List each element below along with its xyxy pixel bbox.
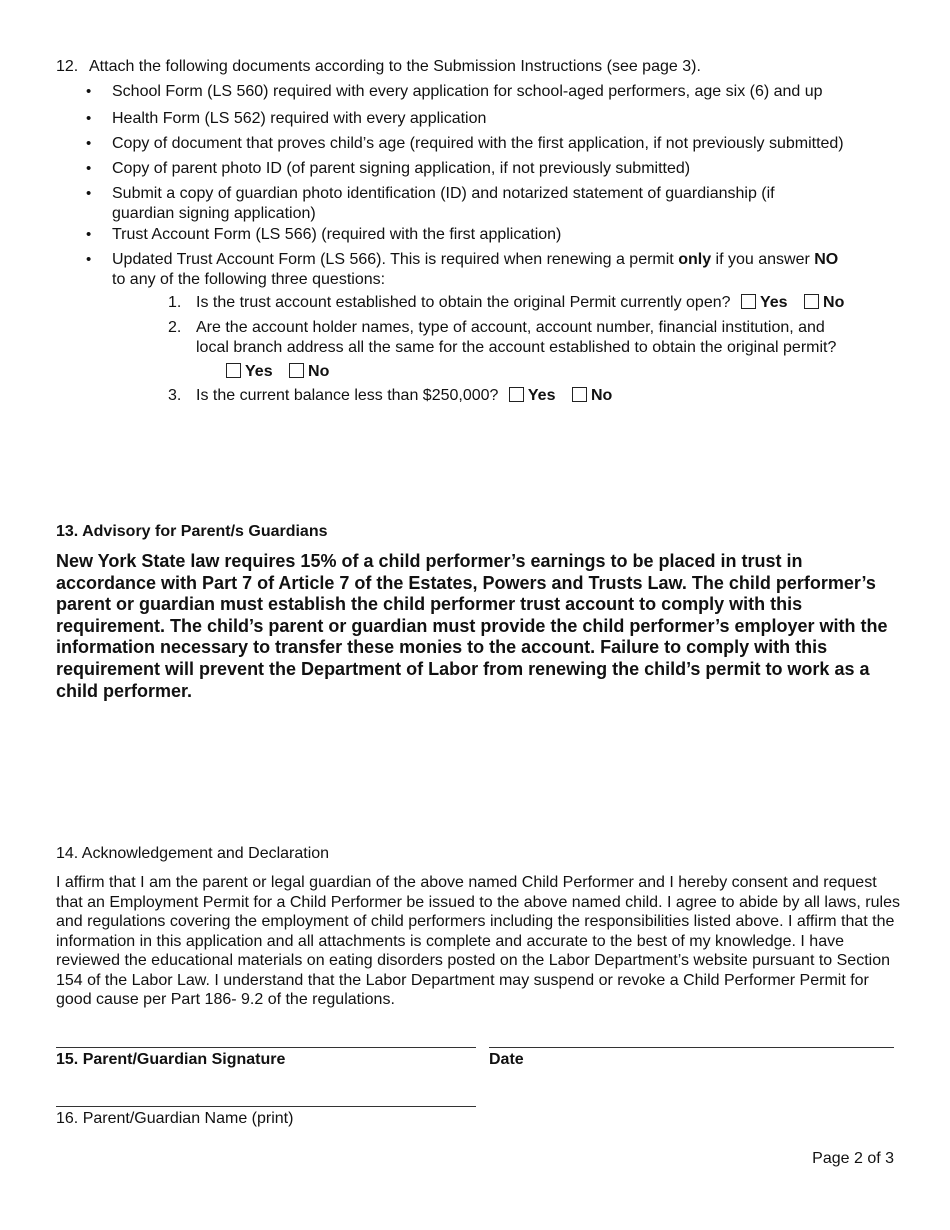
list-item: School Form (LS 560) required with every application for school-aged performers, age six (6) and up [112, 83, 823, 100]
q3-no-checkbox[interactable] [572, 387, 587, 402]
q1-yes-checkbox[interactable] [741, 294, 756, 309]
bullet-icon: • [86, 110, 92, 127]
name-label: 16. Parent/Guardian Name (print) [56, 1110, 294, 1127]
question-2-line-2: local branch address all the same for the account established to obtain the original permit? [196, 339, 837, 356]
advisory-text: New York State law requires 15% of a child performer’s earnings to be placed in trust in accordance with Part 7 of Article 7 of the Estates, Powers and Trusts Law. The child performer’s parent or guardian must establish the child performer trust account to comply with this requirement. The child’s parent or guardian must provide the child performer’s employer with the information necessary to transfer these monies to the account. Failure to comply with this requirement will prevent the Department of Labor from renewing the child’s permit to work as a child performer. [56, 551, 888, 701]
q2-yes-checkbox[interactable] [226, 363, 241, 378]
list-item: Health Form (LS 562) required with every application [112, 110, 487, 127]
list-item: Copy of parent photo ID (of parent signing application, if not previously submitted) [112, 160, 691, 177]
bullet-icon: • [86, 83, 92, 100]
bullet-icon: • [86, 226, 92, 243]
question-2-answers: Yes No [226, 362, 329, 382]
question-3: Is the current balance less than $250,000? Yes No [196, 387, 613, 404]
signature-label: 15. Parent/Guardian Signature [56, 1051, 286, 1068]
list-item-updated-trust: Updated Trust Account Form (LS 566). This is required when renewing a permit only if you answer NO [112, 251, 839, 268]
bullet-icon: • [86, 185, 92, 202]
section-12-heading: 12. Attach the following documents according to the Submission Instructions (see page 3). [56, 58, 701, 75]
list-item: Trust Account Form (LS 566) (required with the first application) [112, 226, 562, 243]
section-13-heading: 13. Advisory for Parent/s Guardians [56, 523, 328, 540]
name-line[interactable] [56, 1106, 476, 1107]
section-14-heading: 14. Acknowledgement and Declaration [56, 845, 330, 862]
list-item: Copy of document that proves child’s age (required with the first application, if not previously submitted) [112, 135, 844, 152]
q2-no-checkbox[interactable] [289, 363, 304, 378]
question-1: Is the trust account established to obtain the original Permit currently open? Yes No [196, 294, 845, 311]
list-item: Submit a copy of guardian photo identification (ID) and notarized statement of guardianship (if [112, 185, 775, 202]
q1-no-checkbox[interactable] [804, 294, 819, 309]
bullet-icon: • [86, 160, 92, 177]
list-item-continuation: guardian signing application) [112, 205, 316, 222]
q3-yes-checkbox[interactable] [509, 387, 524, 402]
question-2-line-1: Are the account holder names, type of account, account number, financial institution, and [196, 319, 825, 336]
question-3-number: 3. [168, 387, 182, 404]
question-2-number: 2. [168, 319, 182, 336]
bullet-icon: • [86, 251, 92, 268]
signature-line[interactable] [56, 1047, 476, 1048]
list-item-continuation: to any of the following three questions: [112, 271, 386, 288]
date-label: Date [489, 1051, 524, 1068]
page-number: Page 2 of 3 [812, 1150, 894, 1167]
date-line[interactable] [489, 1047, 894, 1048]
question-1-number: 1. [168, 294, 182, 311]
declaration-text: I affirm that I am the parent or legal guardian of the above named Child Performer and I hereby consent and request that an Employment Permit for a Child Performer be issued to the above named child. I agree to abide by all laws, rules and regulations covering the employment of child performers including the responsibilities listed above. I affirm that the information in this application and all attachments is complete and accurate to the best of my knowledge. I have reviewed the educational materials on eating disorders posted on the Labor Department’s website pursuant to Section 154 of the Labor Law. I understand that the Labor Department may suspend or revoke a Child Performer Permit for good cause per Part 186- 9.2 of the regulations. [56, 874, 900, 1008]
bullet-icon: • [86, 135, 92, 152]
